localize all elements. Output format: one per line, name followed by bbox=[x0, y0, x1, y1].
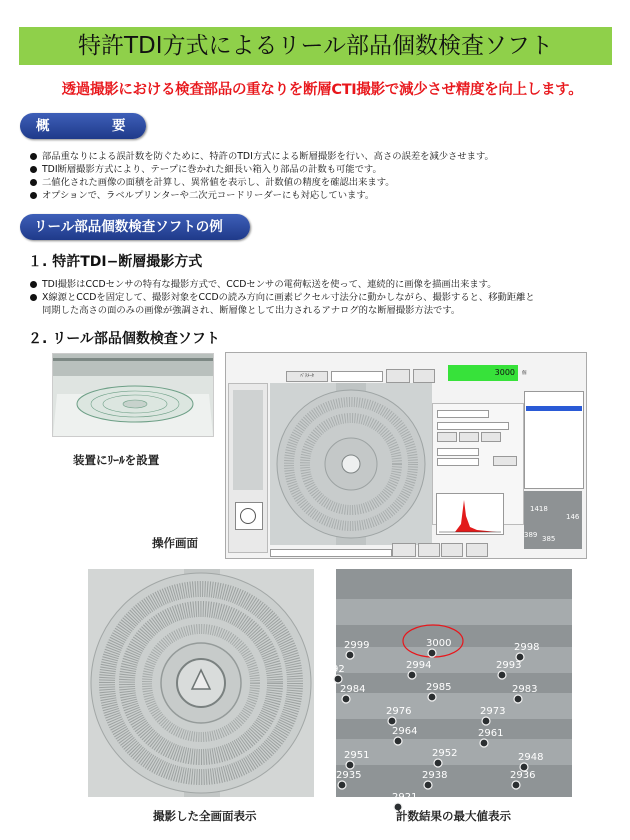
overview-item: TDI断層撮影方式により、テープに巻かれた細長い箱入り部品の計数も可能です。 bbox=[30, 163, 620, 176]
count-label: 92 bbox=[332, 664, 345, 675]
count-label: 2964 bbox=[392, 726, 418, 737]
tool-button[interactable] bbox=[392, 543, 416, 557]
path-field[interactable] bbox=[270, 549, 392, 557]
subtitle: 透過撮影における検査部品の重なりを断層CTI撮影で減少させ精度を向上します。 bbox=[61, 82, 583, 98]
caption-operation: 操作画面 bbox=[152, 536, 198, 550]
full-image bbox=[88, 569, 314, 797]
page-title: 特許TDI方式によるリール部品個数検査ソフト bbox=[77, 33, 554, 59]
count-unit: 個 bbox=[522, 371, 527, 376]
count-label: 3000 bbox=[426, 638, 452, 649]
count-label: 2936 bbox=[510, 770, 536, 781]
count-label: 2961 bbox=[478, 728, 504, 739]
count-label: 2983 bbox=[512, 684, 538, 695]
title-banner bbox=[19, 27, 612, 65]
tool-button[interactable] bbox=[413, 369, 435, 383]
tool-button[interactable] bbox=[386, 369, 410, 383]
count-label: 2973 bbox=[480, 706, 506, 717]
main-image bbox=[270, 383, 432, 545]
section1-heading: １. 特許TDI−断層撮影方式 bbox=[28, 254, 203, 270]
count-label: 2952 bbox=[432, 748, 458, 759]
reel-image bbox=[88, 569, 314, 797]
zoom-view: 1418 146 389 385 bbox=[524, 491, 582, 549]
section2-heading: ２. リール部品個数検査ソフト bbox=[28, 331, 220, 347]
overview-item: オプションで、ラベルプリンターや二次元コードリーダーにも対応しています。 bbox=[30, 189, 620, 202]
date-field[interactable] bbox=[331, 371, 383, 382]
overview-item: 部品重なりによる誤計数を防ぐために、特許のTDI方式による断層撮影を行い、高さの誤差を減少させます。 bbox=[30, 150, 620, 163]
software-window bbox=[225, 352, 587, 559]
count-image bbox=[332, 569, 572, 803]
count-label: 2948 bbox=[518, 752, 544, 763]
tool-button[interactable] bbox=[466, 543, 488, 557]
overview-item: 二値化された画像の面積を計算し、異常値を表示し、計数値の精度を確認出来ます。 bbox=[30, 176, 620, 189]
example-pill: リール部品個数検査ソフトの例 bbox=[20, 214, 250, 240]
caption-max-count: 計数結果の最大値表示 bbox=[396, 809, 511, 823]
tool-button[interactable] bbox=[418, 543, 440, 557]
count-label: 2935 bbox=[336, 770, 362, 781]
section1-continuation: 同期した高さの面のみの画像が強調され、断層像として出力されるアナログ的な断層撮影方法です。 bbox=[42, 305, 461, 316]
count-display: 3000 bbox=[448, 365, 518, 381]
count-label: 2984 bbox=[340, 684, 366, 695]
section1-item: X線源とCCDを固定して、撮影対象をCCDの読み方向に画素ピクセル寸法分に動かしながら、撮影すると、移動距離と bbox=[30, 291, 622, 304]
count-label: 2921 bbox=[392, 792, 418, 803]
tool-button[interactable] bbox=[441, 543, 463, 557]
section1-list bbox=[30, 278, 622, 317]
count-label: 2951 bbox=[344, 750, 370, 761]
overview-label-1: 概 bbox=[36, 118, 50, 134]
count-label: 2994 bbox=[406, 660, 432, 671]
overview-label-2: 要 bbox=[112, 118, 126, 134]
result-list bbox=[524, 391, 584, 489]
caption-full-image: 撮影した全画面表示 bbox=[153, 809, 257, 823]
count-label: 2999 bbox=[344, 640, 370, 651]
device-photo-graphic bbox=[53, 354, 213, 436]
count-label: 2998 bbox=[514, 642, 540, 653]
count-label: 2993 bbox=[496, 660, 522, 671]
device-photo bbox=[52, 353, 214, 437]
count-label: 2976 bbox=[386, 706, 412, 717]
caption-device: 装置にﾘｰﾙを設置 bbox=[73, 453, 160, 467]
overview-list bbox=[30, 150, 620, 202]
histogram bbox=[436, 493, 504, 535]
count-label: 2985 bbox=[426, 682, 452, 693]
count-overlay bbox=[332, 569, 572, 803]
preview-strip bbox=[228, 383, 268, 553]
tool-button[interactable]: ﾊﾟﾗﾒｰﾀ bbox=[286, 371, 328, 382]
section1-item: TDI撮影はCCDセンサの特有な撮影方式で、CCDセンサの電荷転送を使って、連続的に画像を描画出来ます。 bbox=[30, 278, 622, 291]
count-label: 2938 bbox=[422, 770, 448, 781]
overview-pill bbox=[20, 113, 146, 139]
